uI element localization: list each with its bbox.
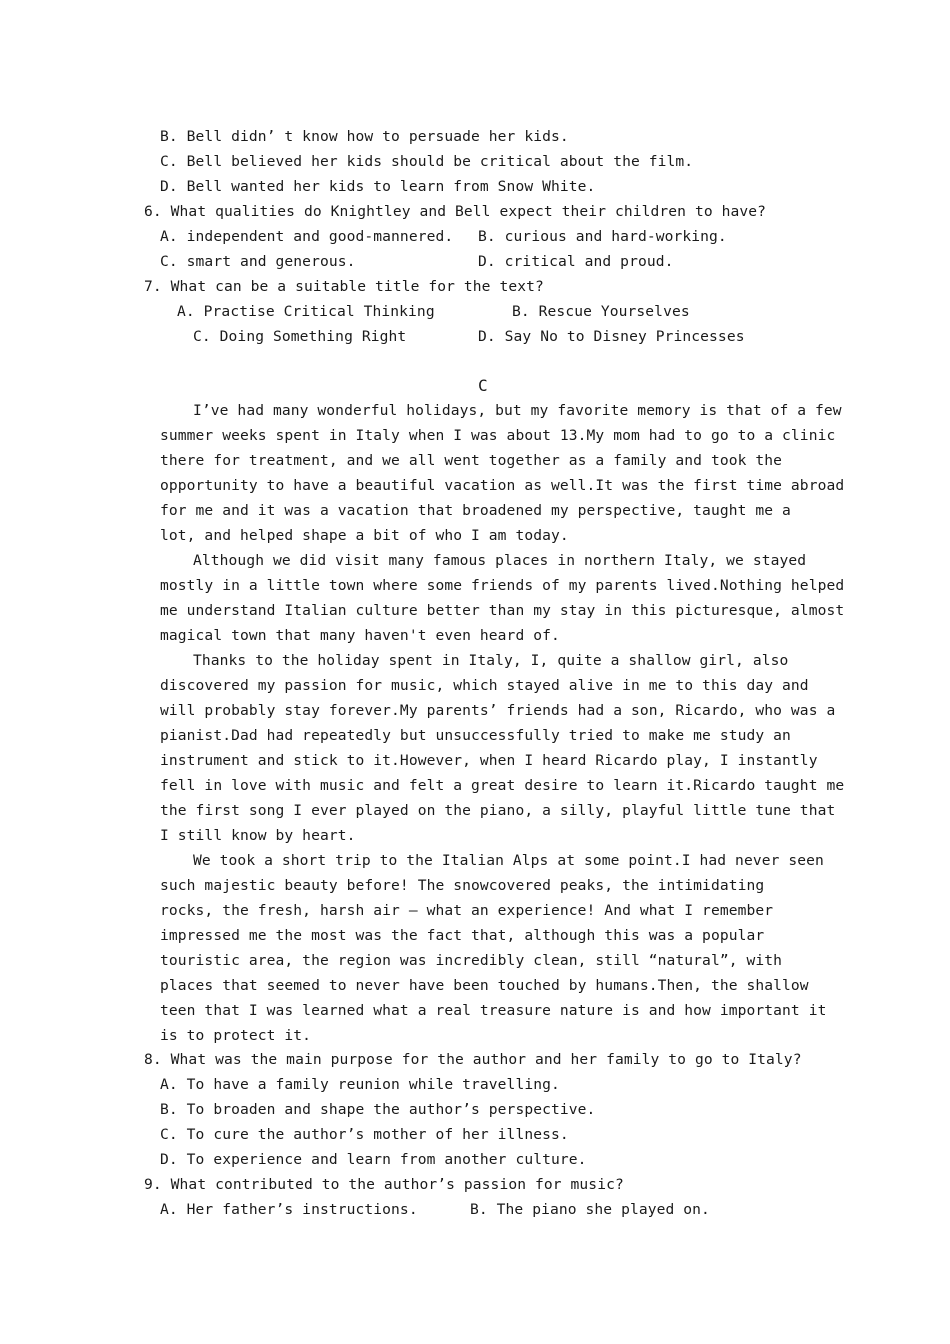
q8-option-c: C. To cure the author’s mother of her illness. xyxy=(160,1126,569,1143)
passage-line: We took a short trip to the Italian Alps at some point.I had never seen xyxy=(193,852,824,869)
passage-line: fell in love with music and felt a great desire to learn it.Ricardo taught me xyxy=(160,777,845,794)
q7-option-d: D. Say No to Disney Princesses xyxy=(478,328,745,345)
passage-line: mostly in a little town where some friends of my parents lived.Nothing helped xyxy=(160,577,845,594)
q7-option-c: C. Doing Something Right xyxy=(193,328,407,345)
passage-line: pianist.Dad had repeatedly but unsuccessfully tried to make me study an xyxy=(160,727,791,744)
q9-option-b: B. The piano she played on. xyxy=(470,1201,710,1218)
q9-stem: 9. What contributed to the author’s passion for music? xyxy=(144,1176,624,1193)
passage-line: there for treatment, and we all went together as a family and took the xyxy=(160,452,783,469)
q5-option-c: C. Bell believed her kids should be critical about the film. xyxy=(160,153,694,170)
q8-option-b: B. To broaden and shape the author’s perspective. xyxy=(160,1101,596,1118)
q5-option-b: B. Bell didn’ t know how to persuade her kids. xyxy=(160,128,569,145)
q5-option-d: D. Bell wanted her kids to learn from Snow White. xyxy=(160,178,596,195)
passage-line: teen that I was learned what a real treasure nature is and how important it xyxy=(160,1002,827,1019)
passage-line: I’ve had many wonderful holidays, but my favorite memory is that of a few xyxy=(193,402,842,419)
passage-line: magical town that many haven't even heard of. xyxy=(160,627,560,644)
passage-line: lot, and helped shape a bit of who I am today. xyxy=(160,527,569,544)
q7-stem: 7. What can be a suitable title for the text? xyxy=(144,278,544,295)
passage-line: me understand Italian culture better than my stay in this picturesque, almost xyxy=(160,602,845,619)
passage-line: I still know by heart. xyxy=(160,827,356,844)
passage-line: impressed me the most was the fact that, although this was a popular xyxy=(160,927,765,944)
passage-line: instrument and stick to it.However, when I heard Ricardo play, I instantly xyxy=(160,752,818,769)
q6-option-c: C. smart and generous. xyxy=(160,253,356,270)
passage-line: discovered my passion for music, which stayed alive in me to this day and xyxy=(160,677,809,694)
passage-line: Although we did visit many famous places in northern Italy, we stayed xyxy=(193,552,807,569)
passage-line: such majestic beauty before! The snowcovered peaks, the intimidating xyxy=(160,877,765,894)
section-heading: C xyxy=(478,376,488,395)
q7-option-a: A. Practise Critical Thinking xyxy=(177,303,435,320)
q8-option-d: D. To experience and learn from another culture. xyxy=(160,1151,587,1168)
passage-line: places that seemed to never have been touched by humans.Then, the shallow xyxy=(160,977,809,994)
passage-line: rocks, the fresh, harsh air — what an experience! And what I remember xyxy=(160,902,774,919)
q6-stem: 6. What qualities do Knightley and Bell expect their children to have? xyxy=(144,203,767,220)
passage-line: opportunity to have a beautiful vacation as well.It was the first time abroad xyxy=(160,477,845,494)
passage-line: Thanks to the holiday spent in Italy, I, quite a shallow girl, also xyxy=(193,652,789,669)
q6-option-b: B. curious and hard-working. xyxy=(478,228,727,245)
passage-line: for me and it was a vacation that broadened my perspective, taught me a xyxy=(160,502,791,519)
passage-line: is to protect it. xyxy=(160,1027,312,1044)
passage-line: the first song I ever played on the piano, a silly, playful little tune that xyxy=(160,802,836,819)
passage-line: will probably stay forever.My parents’ friends had a son, Ricardo, who was a xyxy=(160,702,836,719)
q6-option-a: A. independent and good-mannered. xyxy=(160,228,454,245)
q8-option-a: A. To have a family reunion while travelling. xyxy=(160,1076,560,1093)
passage-line: touristic area, the region was incredibly clean, still “natural”, with xyxy=(160,952,783,969)
q8-stem: 8. What was the main purpose for the author and her family to go to Italy? xyxy=(144,1051,802,1068)
q9-option-a: A. Her father’s instructions. xyxy=(160,1201,418,1218)
passage-line: summer weeks spent in Italy when I was about 13.My mom had to go to a clinic xyxy=(160,427,836,444)
q7-option-b: B. Rescue Yourselves xyxy=(512,303,690,320)
q6-option-d: D. critical and proud. xyxy=(478,253,674,270)
